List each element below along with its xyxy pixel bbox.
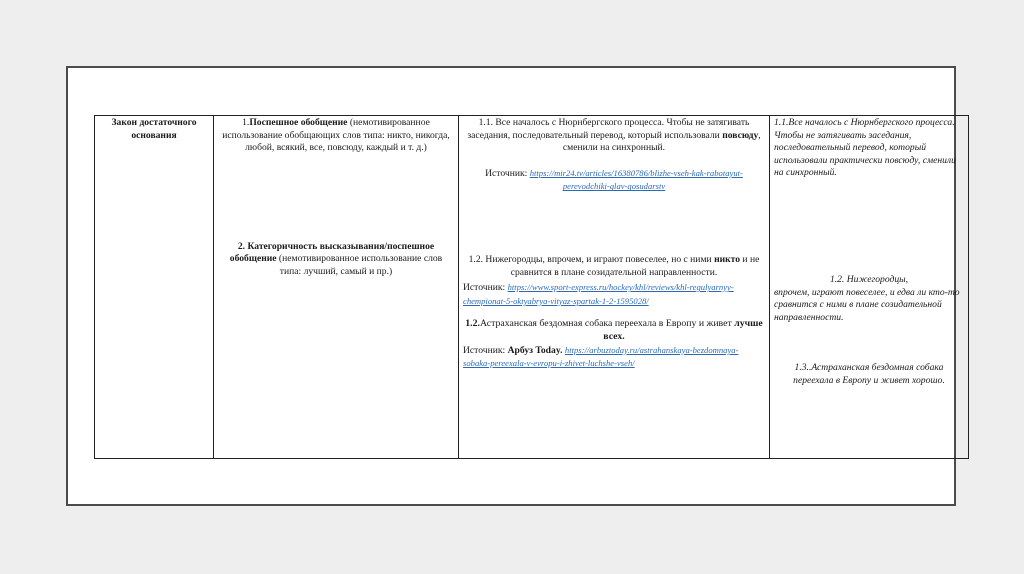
example-number: 1.2. (465, 318, 480, 330)
logic-errors-table (94, 115, 969, 459)
correction-body: впрочем, играют повеселее, и едва ли кто-то сравнится с ними в плане созидательной направленности. (774, 286, 960, 323)
example-1-1 (463, 117, 765, 155)
error-type-cell (214, 116, 459, 459)
examples-cell (459, 116, 770, 459)
law-name-cell (95, 116, 214, 459)
error-type-1 (218, 117, 454, 155)
source-site: Арбуз Today. (507, 344, 563, 356)
error-title: Поспешное обобщение (249, 117, 348, 128)
source-link[interactable]: https://www.sport-express.ru/hockey/khl/reviews/khl-regulyarnyy-chempionat-5-oktyabrya-vityaz-spartak-1-2-1595028/ (463, 282, 734, 306)
error-description: (немотивированное использование обобщающих слов типа: никто, никогда, любой, всякий, все, повсюду, каждый и т. д.) (222, 117, 450, 154)
error-description: (немотивированное использование слов типа: лучший, самый и пр.) (276, 253, 443, 277)
source-2 (463, 281, 765, 308)
example-text: и не сравнится в плане созидательной направленности. (510, 253, 760, 278)
example-1-2 (463, 254, 765, 279)
example-text: 1.1. Все началось с Нюрнбергского процесса. Чтобы не затягивать заседания, последовательный перевод, который использовали (467, 117, 750, 141)
corrections-cell (770, 116, 969, 459)
source-3 (463, 344, 765, 371)
source-link[interactable]: https://mir24.tv/articles/16380786/blizhe-vseh-kak-rabotayut-perevodchiki-glav-gosudarstv (529, 167, 743, 192)
example-text: 1.2. Нижегородцы, впрочем, и играют повеселее, но с ними (468, 253, 715, 265)
example-text: , сменили на синхронный. (562, 129, 761, 154)
correction-1-2 (774, 274, 964, 324)
law-name: Закон достаточного основания (111, 117, 197, 141)
highlighted-word: лучше всех. (603, 318, 763, 342)
table-row (95, 116, 969, 459)
source-link[interactable]: https://arbuztoday.ru/astrahanskaya-bezdomnaya-sobaka-pereexala-v-evropu-i-zhivet-luchshe-vseh/ (463, 344, 739, 369)
error-type-2 (218, 241, 454, 279)
highlighted-word: никто (714, 253, 741, 265)
example-1-3 (463, 318, 765, 343)
source-label: Источник: (463, 344, 508, 356)
correction-1-3: 1.3..Астраханская бездомная собака переехала в Европу и живет хорошо. (793, 362, 945, 386)
correction-head: 1.2. Нижегородцы, (829, 273, 909, 285)
error-number: 1. (242, 117, 250, 128)
source-1 (463, 167, 765, 194)
source-label: Источник: (463, 282, 508, 294)
correction-1-1: 1.1.Все началось с Нюрнбергского процесса. Чтобы не затягивать заседания, последовательный перевод, который использовали практически повсюду, сменили на синхронный. (774, 117, 956, 179)
source-label: Источник: (485, 167, 530, 179)
document-page (66, 66, 960, 506)
highlighted-word: повсюду (722, 129, 759, 141)
error-title: 2. Категоричность высказывания/поспешное обобщение (229, 240, 435, 265)
example-text: Астраханская бездомная собака переехала в Европу и живет (479, 318, 735, 330)
